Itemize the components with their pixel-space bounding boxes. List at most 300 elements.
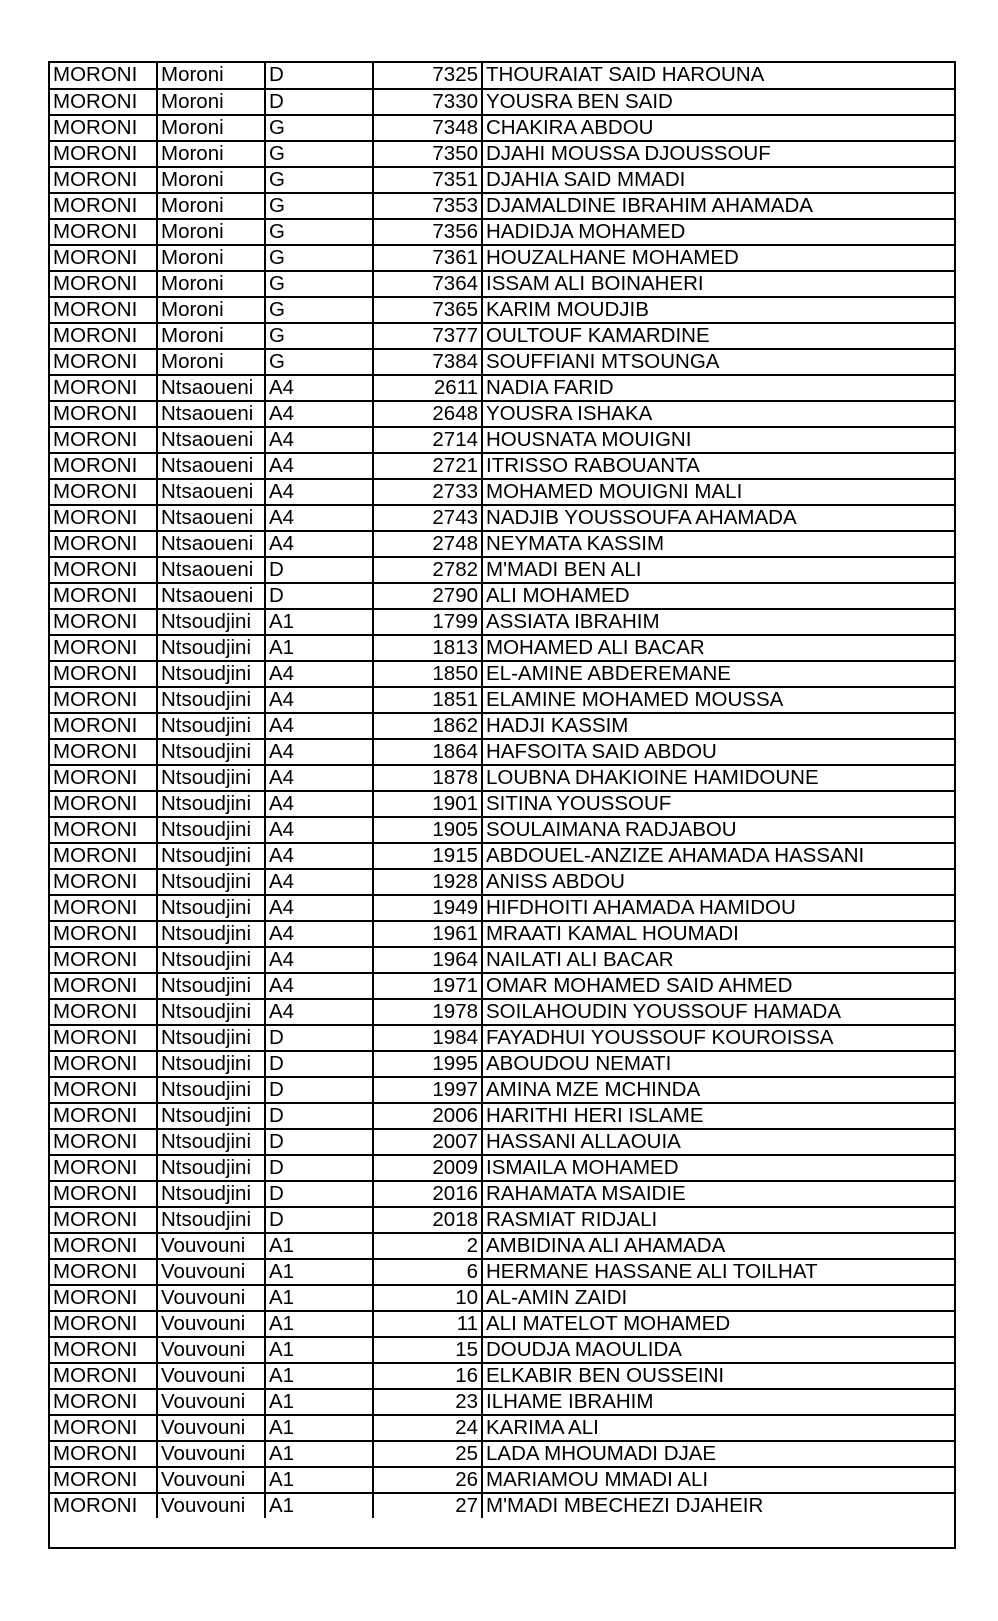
region-cell: MORONI <box>50 1285 157 1311</box>
candidate-number-cell: 1997 <box>373 1077 482 1103</box>
region-cell: MORONI <box>50 1337 157 1363</box>
candidate-number-cell: 2007 <box>373 1129 482 1155</box>
candidate-name-cell: MOHAMED MOUIGNI MALI <box>482 479 954 505</box>
series-cell: D <box>265 583 373 609</box>
series-cell: A4 <box>265 947 373 973</box>
candidate-name-cell: OMAR MOHAMED SAID AHMED <box>482 973 954 999</box>
candidate-name-cell: HASSANI ALLAOUIA <box>482 1129 954 1155</box>
center-cell: Moroni <box>157 297 265 323</box>
series-cell: A4 <box>265 661 373 687</box>
series-cell: G <box>265 141 373 167</box>
region-cell: MORONI <box>50 1363 157 1389</box>
candidate-name-cell: SOUFFIANI MTSOUNGA <box>482 349 954 375</box>
candidate-number-cell: 2018 <box>373 1207 482 1233</box>
series-cell: A1 <box>265 1259 373 1285</box>
center-cell: Ntsoudjini <box>157 1155 265 1181</box>
series-cell: D <box>265 1103 373 1129</box>
table-row <box>50 1311 954 1337</box>
series-cell: A4 <box>265 843 373 869</box>
center-cell: Ntsaoueni <box>157 453 265 479</box>
table-row <box>50 297 954 323</box>
table-row <box>50 193 954 219</box>
candidate-name-cell: MRAATI KAMAL HOUMADI <box>482 921 954 947</box>
region-cell: MORONI <box>50 115 157 141</box>
candidate-number-cell: 7384 <box>373 349 482 375</box>
region-cell: MORONI <box>50 765 157 791</box>
series-cell: D <box>265 63 373 89</box>
table-row <box>50 1337 954 1363</box>
candidate-number-cell: 1915 <box>373 843 482 869</box>
candidate-name-cell: LADA MHOUMADI DJAE <box>482 1441 954 1467</box>
table-row <box>50 349 954 375</box>
candidate-name-cell: FAYADHUI YOUSSOUF KOUROISSA <box>482 1025 954 1051</box>
center-cell: Ntsaoueni <box>157 401 265 427</box>
series-cell: A1 <box>265 1363 373 1389</box>
region-cell: MORONI <box>50 635 157 661</box>
region-cell: MORONI <box>50 479 157 505</box>
center-cell: Ntsoudjini <box>157 1103 265 1129</box>
table-row <box>50 1259 954 1285</box>
center-cell: Vouvouni <box>157 1337 265 1363</box>
table-row <box>50 141 954 167</box>
candidate-name-cell: RAHAMATA MSAIDIE <box>482 1181 954 1207</box>
table-row <box>50 1415 954 1441</box>
candidate-number-cell: 7364 <box>373 271 482 297</box>
center-cell: Moroni <box>157 193 265 219</box>
candidate-name-cell: HADJI KASSIM <box>482 713 954 739</box>
table-row <box>50 323 954 349</box>
series-cell: A1 <box>265 1441 373 1467</box>
candidate-number-cell: 2648 <box>373 401 482 427</box>
candidate-name-cell: OULTOUF KAMARDINE <box>482 323 954 349</box>
series-cell: A1 <box>265 1337 373 1363</box>
candidate-number-cell: 10 <box>373 1285 482 1311</box>
table-row <box>50 1103 954 1129</box>
region-cell: MORONI <box>50 1493 157 1519</box>
series-cell: D <box>265 89 373 115</box>
table-row <box>50 167 954 193</box>
candidate-number-cell: 1851 <box>373 687 482 713</box>
candidate-number-cell: 1984 <box>373 1025 482 1051</box>
candidate-name-cell: RASMIAT RIDJALI <box>482 1207 954 1233</box>
series-cell: G <box>265 115 373 141</box>
region-cell: MORONI <box>50 1207 157 1233</box>
region-cell: MORONI <box>50 1155 157 1181</box>
region-cell: MORONI <box>50 1415 157 1441</box>
region-cell: MORONI <box>50 713 157 739</box>
region-cell: MORONI <box>50 349 157 375</box>
table-row <box>50 843 954 869</box>
candidate-number-cell: 11 <box>373 1311 482 1337</box>
series-cell: A4 <box>265 999 373 1025</box>
series-cell: A4 <box>265 427 373 453</box>
candidate-name-cell: HERMANE HASSANE ALI TOILHAT <box>482 1259 954 1285</box>
series-cell: G <box>265 349 373 375</box>
candidate-number-cell: 2743 <box>373 505 482 531</box>
center-cell: Vouvouni <box>157 1467 265 1493</box>
candidate-name-cell: HARITHI HERI ISLAME <box>482 1103 954 1129</box>
table-row <box>50 245 954 271</box>
center-cell: Ntsoudjini <box>157 869 265 895</box>
region-cell: MORONI <box>50 505 157 531</box>
center-cell: Vouvouni <box>157 1285 265 1311</box>
region-cell: MORONI <box>50 895 157 921</box>
series-cell: A1 <box>265 609 373 635</box>
candidate-number-cell: 7353 <box>373 193 482 219</box>
region-cell: MORONI <box>50 687 157 713</box>
candidate-number-cell: 2006 <box>373 1103 482 1129</box>
center-cell: Vouvouni <box>157 1311 265 1337</box>
center-cell: Ntsaoueni <box>157 557 265 583</box>
region-cell: MORONI <box>50 999 157 1025</box>
series-cell: A4 <box>265 921 373 947</box>
center-cell: Vouvouni <box>157 1389 265 1415</box>
candidate-name-cell: NEYMATA KASSIM <box>482 531 954 557</box>
region-cell: MORONI <box>50 1129 157 1155</box>
table-row <box>50 115 954 141</box>
candidate-name-cell: EL-AMINE ABDEREMANE <box>482 661 954 687</box>
region-cell: MORONI <box>50 1259 157 1285</box>
center-cell: Ntsoudjini <box>157 609 265 635</box>
series-cell: A1 <box>265 1415 373 1441</box>
region-cell: MORONI <box>50 193 157 219</box>
region-cell: MORONI <box>50 1467 157 1493</box>
table-row <box>50 635 954 661</box>
candidate-number-cell: 7377 <box>373 323 482 349</box>
center-cell: Moroni <box>157 245 265 271</box>
candidate-number-cell: 7361 <box>373 245 482 271</box>
candidate-number-cell: 1862 <box>373 713 482 739</box>
region-cell: MORONI <box>50 89 157 115</box>
candidate-number-cell: 2611 <box>373 375 482 401</box>
center-cell: Ntsoudjini <box>157 1025 265 1051</box>
candidate-number-cell: 7348 <box>373 115 482 141</box>
candidate-name-cell: HOUSNATA MOUIGNI <box>482 427 954 453</box>
center-cell: Moroni <box>157 115 265 141</box>
series-cell: A4 <box>265 765 373 791</box>
table-row <box>50 1285 954 1311</box>
table-row <box>50 427 954 453</box>
candidate-name-cell: HAFSOITA SAID ABDOU <box>482 739 954 765</box>
series-cell: A4 <box>265 479 373 505</box>
region-cell: MORONI <box>50 1077 157 1103</box>
center-cell: Moroni <box>157 323 265 349</box>
center-cell: Ntsaoueni <box>157 531 265 557</box>
candidate-name-cell: SOILAHOUDIN YOUSSOUF HAMADA <box>482 999 954 1025</box>
table-row <box>50 947 954 973</box>
region-cell: MORONI <box>50 869 157 895</box>
series-cell: D <box>265 1129 373 1155</box>
center-cell: Ntsaoueni <box>157 427 265 453</box>
table-row <box>50 1233 954 1259</box>
series-cell: A1 <box>265 1389 373 1415</box>
candidate-name-cell: MARIAMOU MMADI ALI <box>482 1467 954 1493</box>
table-row <box>50 739 954 765</box>
center-cell: Ntsoudjini <box>157 1129 265 1155</box>
region-cell: MORONI <box>50 921 157 947</box>
series-cell: D <box>265 1181 373 1207</box>
series-cell: A4 <box>265 375 373 401</box>
candidate-number-cell: 1878 <box>373 765 482 791</box>
region-cell: MORONI <box>50 453 157 479</box>
candidate-name-cell: ABDOUEL-ANZIZE AHAMADA HASSANI <box>482 843 954 869</box>
candidate-number-cell: 1928 <box>373 869 482 895</box>
candidate-number-cell: 1813 <box>373 635 482 661</box>
region-cell: MORONI <box>50 609 157 635</box>
results-sheet <box>48 61 956 1549</box>
candidate-name-cell: CHAKIRA ABDOU <box>482 115 954 141</box>
series-cell: A1 <box>265 1493 373 1519</box>
center-cell: Ntsoudjini <box>157 687 265 713</box>
center-cell: Ntsoudjini <box>157 635 265 661</box>
candidate-name-cell: LOUBNA DHAKIOINE HAMIDOUNE <box>482 765 954 791</box>
table-row <box>50 687 954 713</box>
table-row <box>50 1467 954 1493</box>
candidate-name-cell: AMINA MZE MCHINDA <box>482 1077 954 1103</box>
region-cell: MORONI <box>50 167 157 193</box>
table-row <box>50 869 954 895</box>
table-row <box>50 1389 954 1415</box>
region-cell: MORONI <box>50 1103 157 1129</box>
region-cell: MORONI <box>50 947 157 973</box>
candidate-name-cell: NAILATI ALI BACAR <box>482 947 954 973</box>
series-cell: A4 <box>265 531 373 557</box>
series-cell: G <box>265 167 373 193</box>
candidate-number-cell: 15 <box>373 1337 482 1363</box>
series-cell: D <box>265 1051 373 1077</box>
series-cell: G <box>265 245 373 271</box>
region-cell: MORONI <box>50 739 157 765</box>
region-cell: MORONI <box>50 427 157 453</box>
center-cell: Ntsoudjini <box>157 661 265 687</box>
candidate-number-cell: 7325 <box>373 63 482 89</box>
table-row <box>50 505 954 531</box>
candidate-number-cell: 2714 <box>373 427 482 453</box>
candidate-name-cell: SOULAIMANA RADJABOU <box>482 817 954 843</box>
candidate-number-cell: 2748 <box>373 531 482 557</box>
center-cell: Ntsoudjini <box>157 973 265 999</box>
region-cell: MORONI <box>50 1025 157 1051</box>
candidate-number-cell: 6 <box>373 1259 482 1285</box>
series-cell: A1 <box>265 1233 373 1259</box>
region-cell: MORONI <box>50 1233 157 1259</box>
candidate-name-cell: AMBIDINA ALI AHAMADA <box>482 1233 954 1259</box>
region-cell: MORONI <box>50 973 157 999</box>
candidate-name-cell: ANISS ABDOU <box>482 869 954 895</box>
region-cell: MORONI <box>50 401 157 427</box>
candidate-number-cell: 27 <box>373 1493 482 1519</box>
center-cell: Ntsoudjini <box>157 765 265 791</box>
center-cell: Ntsoudjini <box>157 843 265 869</box>
region-cell: MORONI <box>50 271 157 297</box>
table-row <box>50 817 954 843</box>
candidate-number-cell: 2016 <box>373 1181 482 1207</box>
series-cell: A1 <box>265 1311 373 1337</box>
results-table-body <box>50 63 954 1518</box>
candidate-name-cell: DJAMALDINE IBRAHIM AHAMADA <box>482 193 954 219</box>
candidate-name-cell: DJAHIA SAID MMADI <box>482 167 954 193</box>
table-row <box>50 375 954 401</box>
center-cell: Ntsoudjini <box>157 713 265 739</box>
candidate-name-cell: HOUZALHANE MOHAMED <box>482 245 954 271</box>
series-cell: D <box>265 1077 373 1103</box>
center-cell: Ntsoudjini <box>157 947 265 973</box>
series-cell: A4 <box>265 791 373 817</box>
table-row <box>50 583 954 609</box>
table-row <box>50 1441 954 1467</box>
region-cell: MORONI <box>50 531 157 557</box>
series-cell: A4 <box>265 973 373 999</box>
table-row <box>50 219 954 245</box>
candidate-number-cell: 1850 <box>373 661 482 687</box>
candidate-name-cell: KARIM MOUDJIB <box>482 297 954 323</box>
center-cell: Moroni <box>157 167 265 193</box>
region-cell: MORONI <box>50 843 157 869</box>
results-table <box>50 63 954 1518</box>
series-cell: G <box>265 323 373 349</box>
candidate-number-cell: 2733 <box>373 479 482 505</box>
candidate-name-cell: ABOUDOU NEMATI <box>482 1051 954 1077</box>
region-cell: MORONI <box>50 323 157 349</box>
table-row <box>50 661 954 687</box>
candidate-name-cell: DOUDJA MAOULIDA <box>482 1337 954 1363</box>
center-cell: Vouvouni <box>157 1415 265 1441</box>
table-row <box>50 895 954 921</box>
candidate-name-cell: ISMAILA MOHAMED <box>482 1155 954 1181</box>
candidate-number-cell: 1949 <box>373 895 482 921</box>
center-cell: Ntsoudjini <box>157 921 265 947</box>
candidate-number-cell: 24 <box>373 1415 482 1441</box>
region-cell: MORONI <box>50 1311 157 1337</box>
region-cell: MORONI <box>50 583 157 609</box>
candidate-number-cell: 7330 <box>373 89 482 115</box>
table-row <box>50 791 954 817</box>
candidate-number-cell: 16 <box>373 1363 482 1389</box>
candidate-number-cell: 2782 <box>373 557 482 583</box>
center-cell: Moroni <box>157 63 265 89</box>
center-cell: Ntsoudjini <box>157 895 265 921</box>
series-cell: A4 <box>265 453 373 479</box>
candidate-number-cell: 1905 <box>373 817 482 843</box>
region-cell: MORONI <box>50 1389 157 1415</box>
region-cell: MORONI <box>50 1181 157 1207</box>
region-cell: MORONI <box>50 557 157 583</box>
candidate-number-cell: 1961 <box>373 921 482 947</box>
center-cell: Ntsoudjini <box>157 791 265 817</box>
series-cell: A4 <box>265 739 373 765</box>
series-cell: A1 <box>265 635 373 661</box>
candidate-name-cell: ELAMINE MOHAMED MOUSSA <box>482 687 954 713</box>
table-row <box>50 557 954 583</box>
candidate-name-cell: YOUSRA ISHAKA <box>482 401 954 427</box>
table-row <box>50 401 954 427</box>
center-cell: Vouvouni <box>157 1441 265 1467</box>
candidate-number-cell: 2009 <box>373 1155 482 1181</box>
candidate-number-cell: 26 <box>373 1467 482 1493</box>
center-cell: Ntsaoueni <box>157 479 265 505</box>
table-row <box>50 1155 954 1181</box>
region-cell: MORONI <box>50 817 157 843</box>
candidate-number-cell: 1995 <box>373 1051 482 1077</box>
center-cell: Ntsaoueni <box>157 375 265 401</box>
center-cell: Ntsoudjini <box>157 1181 265 1207</box>
series-cell: D <box>265 557 373 583</box>
table-row <box>50 765 954 791</box>
candidate-name-cell: HADIDJA MOHAMED <box>482 219 954 245</box>
candidate-number-cell: 23 <box>373 1389 482 1415</box>
center-cell: Vouvouni <box>157 1493 265 1519</box>
center-cell: Ntsoudjini <box>157 999 265 1025</box>
table-row <box>50 1493 954 1519</box>
series-cell: A4 <box>265 687 373 713</box>
table-row <box>50 999 954 1025</box>
center-cell: Ntsaoueni <box>157 505 265 531</box>
region-cell: MORONI <box>50 791 157 817</box>
candidate-name-cell: ELKABIR BEN OUSSEINI <box>482 1363 954 1389</box>
series-cell: A4 <box>265 713 373 739</box>
center-cell: Ntsoudjini <box>157 817 265 843</box>
candidate-name-cell: M'MADI BEN ALI <box>482 557 954 583</box>
candidate-name-cell: YOUSRA BEN SAID <box>482 89 954 115</box>
table-row <box>50 921 954 947</box>
candidate-name-cell: KARIMA ALI <box>482 1415 954 1441</box>
region-cell: MORONI <box>50 1441 157 1467</box>
table-row <box>50 89 954 115</box>
candidate-number-cell: 7350 <box>373 141 482 167</box>
table-row <box>50 713 954 739</box>
series-cell: G <box>265 271 373 297</box>
center-cell: Ntsaoueni <box>157 583 265 609</box>
candidate-name-cell: NADJIB YOUSSOUFA AHAMADA <box>482 505 954 531</box>
table-row <box>50 1077 954 1103</box>
center-cell: Ntsoudjini <box>157 1207 265 1233</box>
series-cell: A1 <box>265 1285 373 1311</box>
candidate-name-cell: ISSAM ALI BOINAHERI <box>482 271 954 297</box>
candidate-name-cell: ILHAME IBRAHIM <box>482 1389 954 1415</box>
series-cell: G <box>265 219 373 245</box>
center-cell: Moroni <box>157 271 265 297</box>
candidate-number-cell: 1964 <box>373 947 482 973</box>
series-cell: A1 <box>265 1467 373 1493</box>
table-row <box>50 973 954 999</box>
center-cell: Vouvouni <box>157 1363 265 1389</box>
candidate-name-cell: DJAHI MOUSSA DJOUSSOUF <box>482 141 954 167</box>
candidate-name-cell: THOURAIAT SAID HAROUNA <box>482 63 954 89</box>
table-row <box>50 63 954 89</box>
candidate-name-cell: HIFDHOITI AHAMADA HAMIDOU <box>482 895 954 921</box>
table-row <box>50 1025 954 1051</box>
center-cell: Ntsoudjini <box>157 739 265 765</box>
table-row <box>50 1363 954 1389</box>
region-cell: MORONI <box>50 1051 157 1077</box>
candidate-name-cell: NADIA FARID <box>482 375 954 401</box>
candidate-number-cell: 1978 <box>373 999 482 1025</box>
region-cell: MORONI <box>50 297 157 323</box>
series-cell: D <box>265 1025 373 1051</box>
series-cell: D <box>265 1155 373 1181</box>
candidate-name-cell: M'MADI MBECHEZI DJAHEIR <box>486 1493 764 1517</box>
center-cell: Ntsoudjini <box>157 1077 265 1103</box>
table-row <box>50 1051 954 1077</box>
candidate-number-cell: 2 <box>373 1233 482 1259</box>
candidate-number-cell: 1901 <box>373 791 482 817</box>
candidate-name-cell: SITINA YOUSSOUF <box>482 791 954 817</box>
series-cell: A4 <box>265 401 373 427</box>
table-row <box>50 479 954 505</box>
series-cell: A4 <box>265 869 373 895</box>
candidate-number-cell: 7365 <box>373 297 482 323</box>
series-cell: A4 <box>265 505 373 531</box>
